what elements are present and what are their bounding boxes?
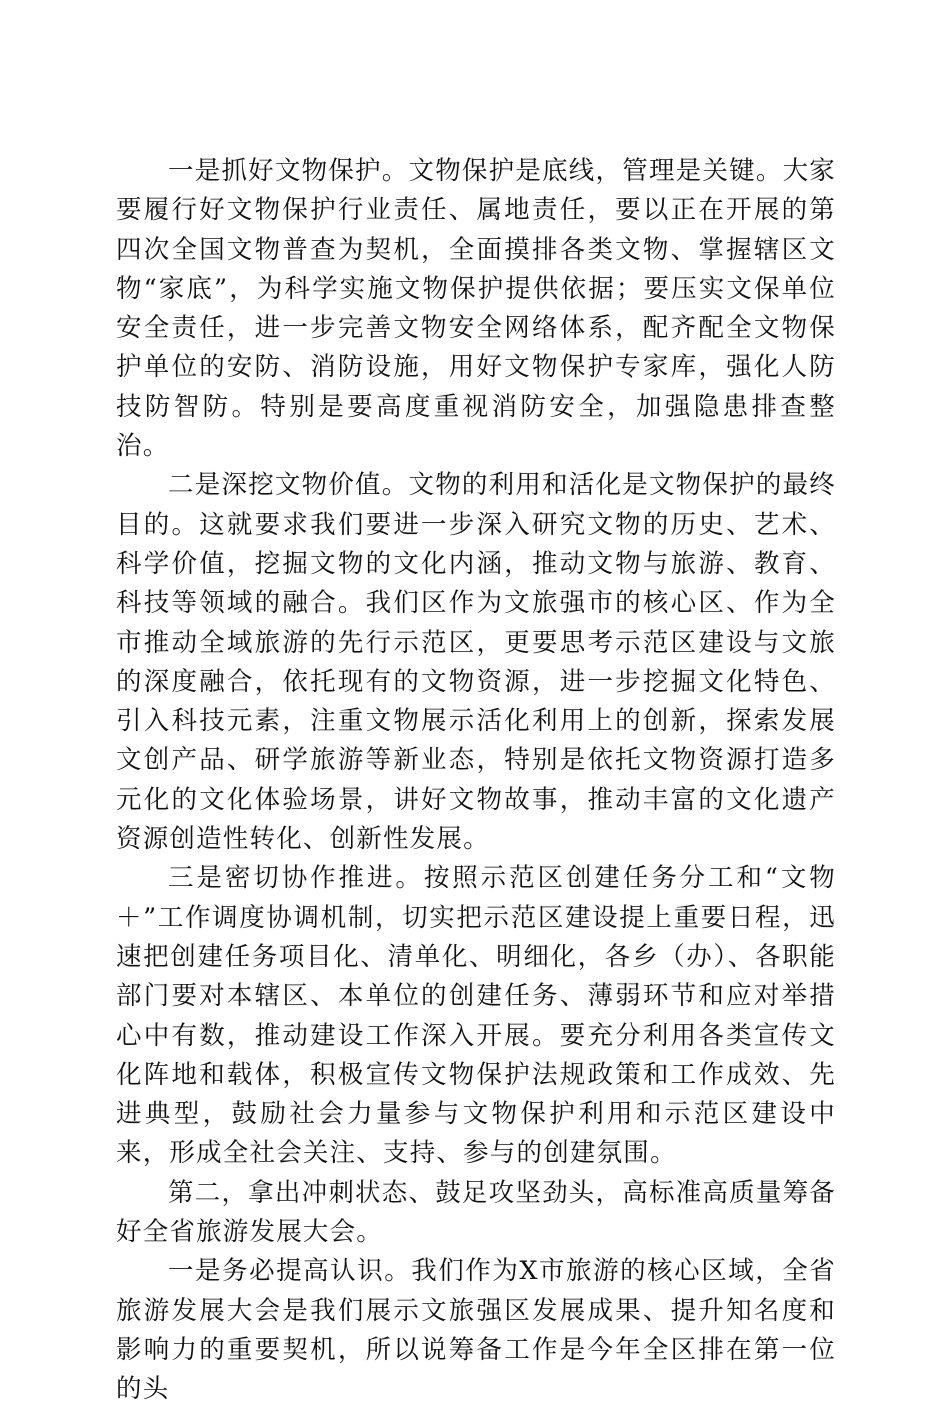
paragraph-relic-value: 二是深挖文物价值。文物的利用和活化是文物保护的最终目的。这就要求我们要进一步深入研究文物的历史、艺术、科学价值，挖掘文物的文化内涵，推动文物与旅游、教育、科技等领域的融合。我们区作为文旅强市的核心区、作为全市推动全域旅游的先行示范区，更要思考示范区建设与文旅的深度融合，依托现有的文物资源，进一步挖掘文化特色、引入科技元素，注重文物展示活化利用上的创新，探索发展文创产品、研学旅游等新业态，特别是依托文物资源打造多元化的文化体验场景，讲好文物故事，推动丰富的文化遗产资源创造性转化、创新性发展。 bbox=[116, 470, 836, 855]
paragraph-section-two: 第二，拿出冲刺状态、鼓足攻坚劲头，高标准高质量筹备好全省旅游发展大会。 bbox=[116, 1177, 836, 1248]
paragraph-raise-awareness: 一是务必提高认识。我们作为X市旅游的核心区域，全省旅游发展大会是我们展示文旅强区发展成果、提升知名度和影响力的重要契机，所以说筹备工作是今年全区排在第一位的头 bbox=[116, 1256, 836, 1405]
paragraph-protect-relics: 一是抓好文物保护。文物保护是底线，管理是关键。大家要履行好文物保护行业责任、属地责任，要以正在开展的第四次全国文物普查为契机，全面摸排各类文物、掌握辖区文物“家底”，为科学实施文物保护提供依据；要压实文保单位安全责任，进一步完善文物安全网络体系，配齐配全文物保护单位的安防、消防设施，用好文物保护专家库，强化人防技防智防。特别是要高度重视消防安全，加强隐患排查整治。 bbox=[116, 156, 836, 462]
paragraph-cooperation: 三是密切协作推进。按照示范区创建任务分工和“文物＋”工作调度协调机制，切实把示范区建设提上重要日程，迅速把创建任务项目化、清单化、明细化，各乡（办）、各职能部门要对本辖区、本单位的创建任务、薄弱环节和应对举措心中有数，推动建设工作深入开展。要充分利用各类宣传文化阵地和载体，积极宣传文物保护法规政策和工作成效、先进典型，鼓励社会力量参与文物保护利用和示范区建设中来，形成全社会关注、支持、参与的创建氛围。 bbox=[116, 863, 836, 1169]
document-body bbox=[116, 152, 836, 1410]
